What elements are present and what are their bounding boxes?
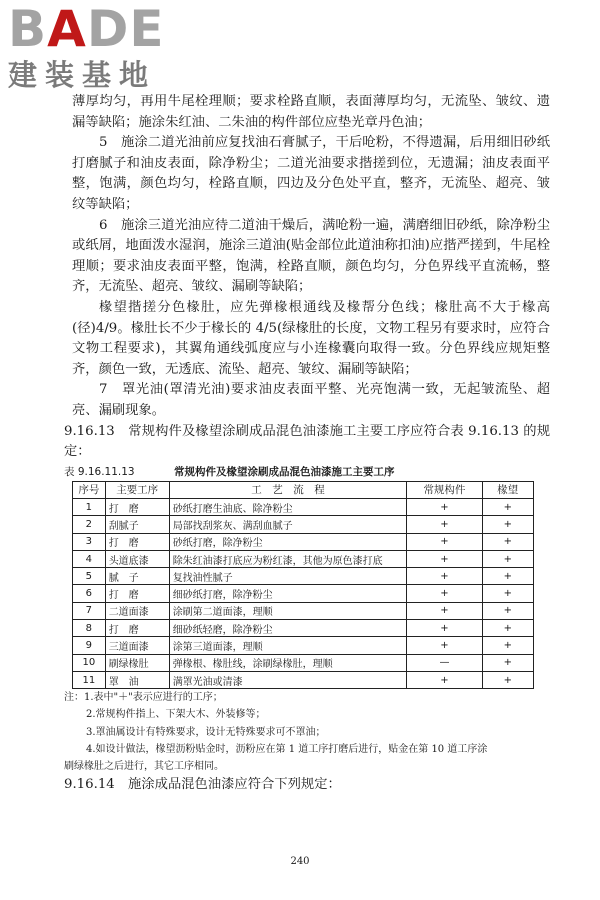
table-row bbox=[73, 533, 534, 550]
table-row bbox=[73, 620, 534, 637]
cell-regular: + bbox=[407, 498, 482, 515]
cell-rafter: + bbox=[482, 516, 533, 533]
note-4-continued: 刷绿椽肚之后进行，其它工序相同。 bbox=[64, 761, 224, 773]
cell-step: 刷绿椽肚 bbox=[105, 654, 169, 671]
note-1: 注：1.表中"＋"表示应进行的工序； bbox=[64, 692, 223, 704]
table-row bbox=[73, 585, 534, 602]
cell-regular: + bbox=[407, 620, 482, 637]
cell-index: 1 bbox=[73, 498, 106, 515]
cell-process: 复找油性腻子 bbox=[169, 568, 407, 585]
logo-brand-accent: A bbox=[47, 0, 87, 58]
section-heading-9-16-14: 9.16.14 施涂成品混色油漆应符合下列规定： bbox=[64, 777, 341, 793]
cell-index: 2 bbox=[73, 516, 106, 533]
cell-step: 打 磨 bbox=[105, 585, 169, 602]
paragraph-5: 7 罩光油(罩清光油)要求油皮表面平整、光亮饱满一致，无起皱流坠、超亮、漏刷现象。 bbox=[72, 382, 550, 418]
cell-regular: + bbox=[407, 671, 482, 688]
logo-brand: BADE bbox=[8, 0, 165, 58]
cell-regular: — bbox=[407, 654, 482, 671]
header-rafter: 椽望 bbox=[482, 481, 533, 498]
page-body bbox=[64, 92, 550, 796]
table-caption bbox=[64, 464, 550, 481]
cell-index: 8 bbox=[73, 620, 106, 637]
process-table bbox=[72, 481, 534, 690]
cell-step: 二道面漆 bbox=[105, 602, 169, 619]
cell-process: 弹椽根、椽肚线，涂刷绿椽肚，理顺 bbox=[169, 654, 407, 671]
cell-process: 细砂纸打磨，除净粉尘 bbox=[169, 585, 407, 602]
cell-rafter: + bbox=[482, 602, 533, 619]
cell-rafter: + bbox=[482, 498, 533, 515]
cell-step: 三道面漆 bbox=[105, 637, 169, 654]
cell-rafter: + bbox=[482, 620, 533, 637]
cell-process: 细砂纸轻磨，除净粉尘 bbox=[169, 620, 407, 637]
note-2: 2.常规构件指上、下架大木、外装修等； bbox=[86, 709, 266, 721]
cell-step: 打 磨 bbox=[105, 498, 169, 515]
note-3: 3.罩油属设计有特殊要求，设计无特殊要求可不罩油； bbox=[86, 726, 326, 738]
cell-regular: + bbox=[407, 585, 482, 602]
table-row bbox=[73, 550, 534, 567]
cell-process: 局部找刮浆灰、满刮血腻子 bbox=[169, 516, 407, 533]
table-number: 表 9.16.11.13 bbox=[64, 465, 135, 478]
cell-regular: + bbox=[407, 550, 482, 567]
cell-rafter: + bbox=[482, 550, 533, 567]
table-row bbox=[73, 602, 534, 619]
table-row bbox=[73, 654, 534, 671]
cell-process: 涂第三道面漆，理顺 bbox=[169, 637, 407, 654]
table-row bbox=[73, 498, 534, 515]
header-step: 主要工序 bbox=[105, 481, 169, 498]
cell-regular: + bbox=[407, 568, 482, 585]
cell-index: 11 bbox=[73, 671, 106, 688]
cell-index: 7 bbox=[73, 602, 106, 619]
header-regular: 常规构件 bbox=[407, 481, 482, 498]
table-title: 常规构件及椽望涂刷成品混色油漆施工主要工序 bbox=[174, 465, 395, 478]
cell-step: 罩 油 bbox=[105, 671, 169, 688]
header-index: 序号 bbox=[73, 481, 106, 498]
table-row bbox=[73, 671, 534, 688]
paragraph-1: 薄厚均匀，再用牛尾栓理顺；要求栓路直顺，表面薄厚均匀，无流坠、皱纹、遗漏等缺陷；施涂朱红油、二朱油的构件部位应垫光章丹色油； bbox=[72, 94, 550, 130]
table-header-row bbox=[73, 481, 534, 498]
cell-rafter: + bbox=[482, 533, 533, 550]
cell-process: 涂刷第二道面漆，理顺 bbox=[169, 602, 407, 619]
cell-process: 除朱红油漆打底应为粉红漆，其他为原色漆打底 bbox=[169, 550, 407, 567]
paragraph-2: 5 施涂二道光油前应复找油石膏腻子，干后呛粉，不得遗漏，后用细旧砂纸打磨腻子和油皮表面，除净粉尘；二道光油要求揩搓到位，无遗漏；油皮表面平整，饱满，颜色均匀，栓路直顺，四边及分色处平直，整齐，无流坠、超亮、皱纹等缺陷； bbox=[72, 135, 550, 212]
paragraph-3: 6 施涂三道光油应待二道油干燥后，满呛粉一遍，满磨细旧砂纸，除净粉尘或纸屑，地面泼水湿润，施涂三道油(贴金部位此道油称扣油)应揩严搓到，牛尾栓理顺；要求油皮表面平整，饱满，栓路直顺，颜色均匀，分色界线平直流畅，整齐，无流坠、超亮、皱纹、漏刷等缺陷； bbox=[72, 217, 550, 295]
table-notes bbox=[64, 689, 550, 775]
cell-process: 满罩光油或清漆 bbox=[169, 671, 407, 688]
cell-regular: + bbox=[407, 637, 482, 654]
cell-rafter: + bbox=[482, 671, 533, 688]
cell-rafter: + bbox=[482, 637, 533, 654]
cell-step: 头道底漆 bbox=[105, 550, 169, 567]
table-row bbox=[73, 637, 534, 654]
cell-regular: + bbox=[407, 533, 482, 550]
cell-rafter: + bbox=[482, 568, 533, 585]
table-body bbox=[73, 498, 534, 688]
cell-step: 打 磨 bbox=[105, 533, 169, 550]
cell-index: 5 bbox=[73, 568, 106, 585]
cell-regular: + bbox=[407, 516, 482, 533]
cell-rafter: + bbox=[482, 654, 533, 671]
cell-step: 打 磨 bbox=[105, 620, 169, 637]
logo-subtitle: 建装基地 bbox=[8, 58, 157, 92]
cell-index: 6 bbox=[73, 585, 106, 602]
paragraph-4: 椽望揩搓分色椽肚，应先弹椽根通线及椽帮分色线；椽肚高不大于椽高(径)4/9。椽肚长不少于椽长的 4/5(绿椽肚的长度，文物工程另有要求时，应符合文物工程要求)，其翼角通线弧度应与小连椽囊向取得一致。分色界线应规矩整齐，颜色一致，无透底、流坠、超亮、皱纹、漏刷等缺陷； bbox=[72, 299, 550, 377]
cell-step: 腻 子 bbox=[105, 568, 169, 585]
cell-index: 10 bbox=[73, 654, 106, 671]
cell-process: 砂纸打磨生油底、除净粉尘 bbox=[169, 498, 407, 515]
header-process: 工 艺 流 程 bbox=[169, 481, 407, 498]
table-row bbox=[73, 516, 534, 533]
cell-regular: + bbox=[407, 602, 482, 619]
cell-index: 3 bbox=[73, 533, 106, 550]
page-number: 240 bbox=[290, 856, 310, 867]
section-heading-9-16-13: 9.16.13 常规构件及椽望涂刷成品混色油漆施工主要工序应符合表 9.16.13 的规定： bbox=[64, 423, 550, 460]
cell-index: 4 bbox=[73, 550, 106, 567]
cell-process: 砂纸打磨，除净粉尘 bbox=[169, 533, 407, 550]
cell-rafter: + bbox=[482, 585, 533, 602]
cell-index: 9 bbox=[73, 637, 106, 654]
table-row bbox=[73, 568, 534, 585]
logo bbox=[8, 0, 208, 96]
cell-step: 刮腻子 bbox=[105, 516, 169, 533]
note-4: 4.如设计做法，椽望沥粉贴金时，沥粉应在第 1 道工序打磨后进行，贴金在第 10 道工序涂 bbox=[86, 743, 488, 755]
